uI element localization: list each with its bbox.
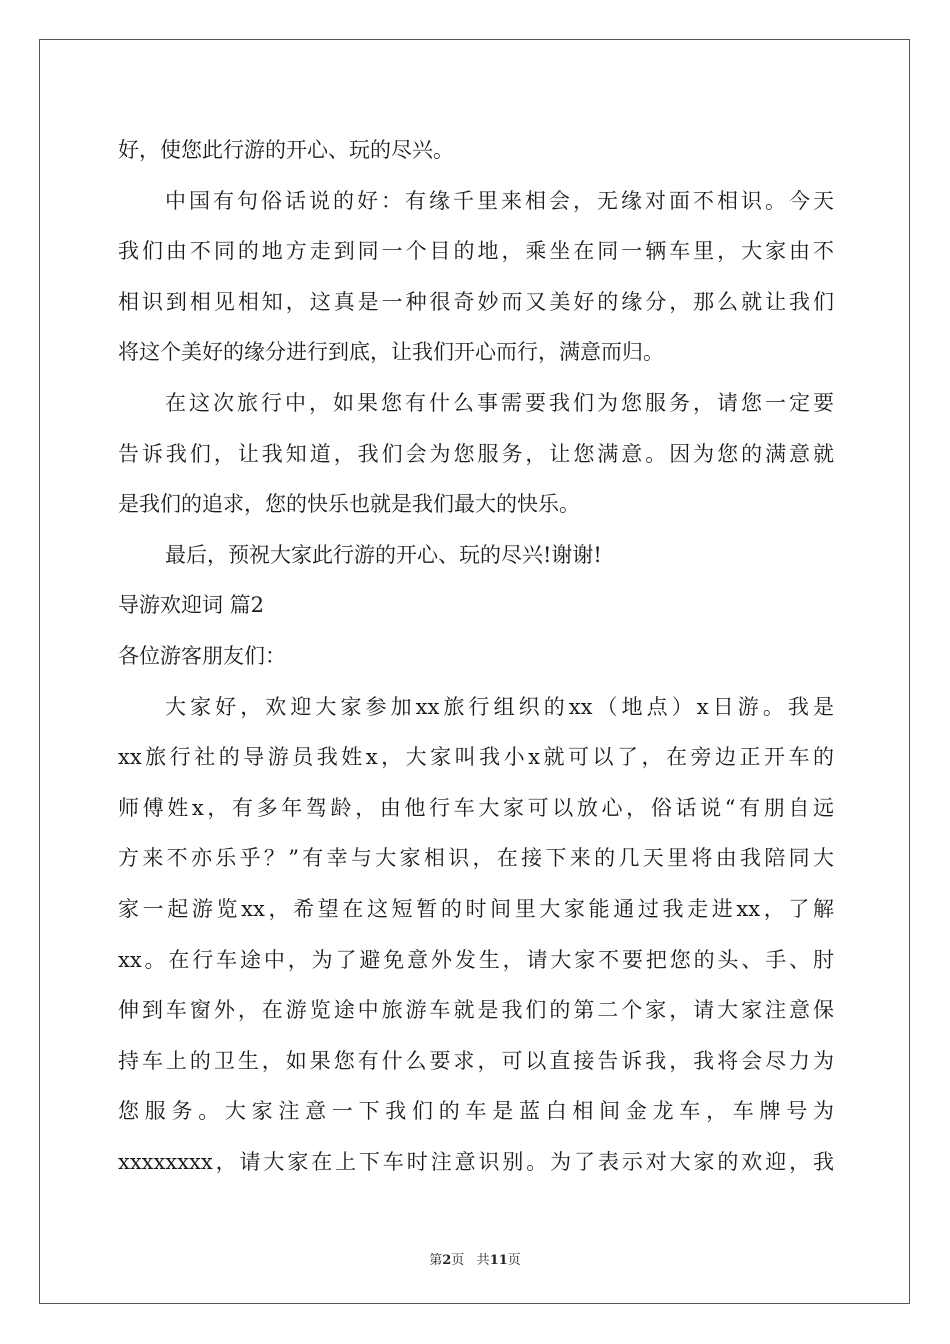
- page-number: 2: [442, 1253, 452, 1268]
- page-suffix: 页: [451, 1253, 465, 1268]
- text-line: 告诉我们，让我知道，我们会为您服务，让您满意。因为您的满意就: [118, 441, 834, 466]
- text-line: xxxxxxxx，请大家在上下车时注意识别。为了表示对大家的欢迎，我: [118, 1149, 834, 1174]
- text-line: 持车上的卫生，如果您有什么要求，可以直接告诉我，我将会尽力为: [118, 1048, 834, 1073]
- text-line: 将这个美好的缘分进行到底，让我们开心而行，满意而归。: [118, 340, 664, 365]
- text-line: 各位游客朋友们：: [118, 643, 286, 668]
- page-footer: [0, 1249, 950, 1268]
- text-line: 中国有句俗话说的好：有缘千里来相会，无缘对面不相识。今天: [165, 188, 834, 213]
- text-line: 师傅姓x，有多年驾龄，由他行车大家可以放心，俗话说“有朋自远: [118, 795, 834, 820]
- text-line: 在这次旅行中，如果您有什么事需要我们为您服务，请您一定要: [165, 390, 834, 415]
- text-line: 相识到相见相知，这真是一种很奇妙而又美好的缘分，那么就让我们: [118, 289, 834, 314]
- text-line: 伸到车窗外，在游览途中旅游车就是我们的第二个家，请大家注意保: [118, 998, 834, 1023]
- text-line: 我们由不同的地方走到同一个目的地，乘坐在同一辆车里，大家由不: [118, 239, 834, 264]
- text-line: 大家好，欢迎大家参加xx旅行组织的xx（地点）x日游。我是: [165, 694, 834, 719]
- text-line: 导游欢迎词 篇2: [118, 593, 265, 618]
- text-line: 家一起游览xx，希望在这短暂的时间里大家能通过我走进xx，了解: [118, 896, 834, 921]
- text-line: xx。在行车途中，为了避免意外发生，请大家不要把您的头、手、肘: [118, 947, 834, 972]
- total-number: 11: [489, 1253, 508, 1268]
- total-suffix: 页: [507, 1253, 521, 1268]
- text-line: 是我们的追求，您的快乐也就是我们最大的快乐。: [118, 492, 580, 517]
- document-body: [118, 125, 834, 1187]
- text-line: 方来不亦乐乎？”有幸与大家相识，在接下来的几天里将由我陪同大: [118, 846, 834, 871]
- page-prefix: 第: [429, 1253, 443, 1268]
- text-line: 好，使您此行游的开心、玩的尽兴。: [118, 138, 454, 162]
- text-line: 您服务。大家注意一下我们的车是蓝白相间金龙车，车牌号为: [118, 1099, 834, 1124]
- text-line: xx旅行社的导游员我姓x，大家叫我小x就可以了，在旁边正开车的: [118, 745, 834, 770]
- text-line: 最后，预祝大家此行游的开心、玩的尽兴!谢谢!: [165, 542, 602, 567]
- total-prefix: 共: [476, 1253, 490, 1268]
